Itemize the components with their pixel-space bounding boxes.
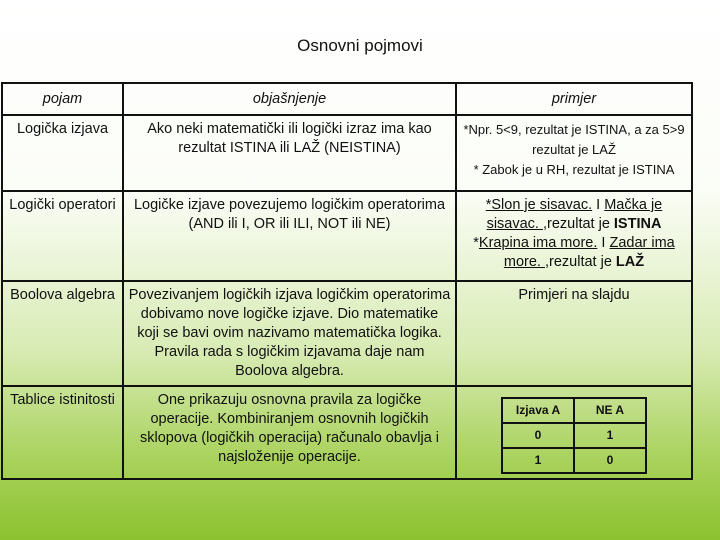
example xyxy=(456,115,692,191)
result-value: LAŽ xyxy=(615,254,645,270)
example-statement: Zadar ima more. xyxy=(503,235,675,270)
operator: I xyxy=(597,235,610,251)
header-primjer: primjer xyxy=(456,83,692,115)
page-title: Osnovni pojmovi xyxy=(297,36,423,55)
example-statement: Mačka je sisavac. xyxy=(486,197,663,232)
explanation: One prikazuju osnovna pravila za logičke operacije. Kombiniranjem osnovnih logičkih sklopova (logičkih operacija) računalo obavlja i najsloženije operacije. xyxy=(123,386,456,479)
explanation: Ako neki matematički ili logički izraz ima kao rezultat ISTINA ili LAŽ (NEISTINA) xyxy=(123,115,456,191)
example xyxy=(456,386,692,479)
example-line: * Zabok je u RH, rezultat je ISTINA xyxy=(473,162,675,177)
truth-header: NE A xyxy=(574,398,646,423)
header-objasnjenje: objašnjenje xyxy=(123,83,456,115)
truth-table xyxy=(501,397,647,474)
term: Boolova algebra xyxy=(2,281,123,386)
result-value: ISTINA xyxy=(613,216,662,232)
term: Logička izjava xyxy=(2,115,123,191)
explanation: Logičke izjave povezujemo logičkim operatorima (AND ili I, OR ili ILI, NOT ili NE) xyxy=(123,191,456,281)
concepts-table xyxy=(1,82,693,480)
table-header-row xyxy=(2,83,692,115)
explanation: Povezivanjem logičkih izjava logičkim operatorima dobivamo nove logičke izjave. Dio matematike koji se bavi ovim nazivamo matematička logika. Pravila rada s logičkim izjavama daje nam Boolova algebra. xyxy=(123,281,456,386)
truth-cell: 1 xyxy=(502,448,574,473)
truth-cell: 0 xyxy=(574,448,646,473)
table-row xyxy=(2,386,692,479)
example-statement: *Slon je sisavac. xyxy=(485,197,593,213)
term: Tablice istinitosti xyxy=(2,386,123,479)
table-row xyxy=(2,115,692,191)
example-line: *Npr. 5<9, rezultat je ISTINA, a za 5>9 rezultat je LAŽ xyxy=(463,122,685,157)
operator: I xyxy=(592,197,605,213)
result-text: ,rezultat je xyxy=(542,216,614,232)
table-row xyxy=(2,191,692,281)
truth-cell: 1 xyxy=(574,423,646,448)
example xyxy=(456,191,692,281)
bullet: * xyxy=(473,235,479,251)
table-row xyxy=(2,281,692,386)
truth-header: Izjava A xyxy=(502,398,574,423)
truth-cell: 0 xyxy=(502,423,574,448)
result-text: ,rezultat je xyxy=(544,254,616,270)
example: Primjeri na slajdu xyxy=(456,281,692,386)
term: Logički operatori xyxy=(2,191,123,281)
header-pojam: pojam xyxy=(2,83,123,115)
example-statement: Krapina ima more. xyxy=(478,235,598,251)
